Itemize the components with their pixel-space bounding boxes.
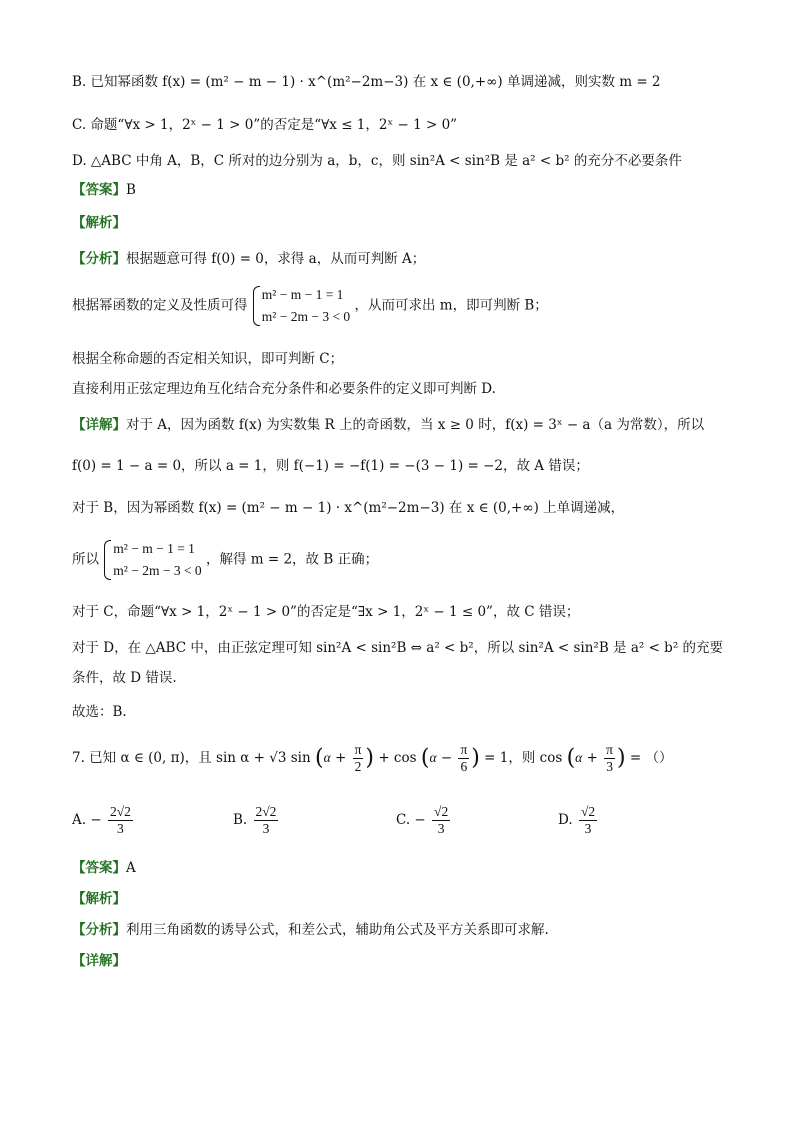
detail-line-1 (72, 415, 704, 435)
equation-system-1-row-1: m² − m − 1 = 1 (261, 287, 344, 302)
option-d-numerator: √2 (580, 804, 596, 819)
analysis-line-1 (72, 249, 425, 269)
option-d-label: D. (558, 812, 573, 828)
equation-system-1-row-2: m² − 2m − 3 < 0 (261, 309, 351, 324)
detail-line-4 (72, 538, 378, 582)
analysis-tag-2: 【分析】 (72, 922, 126, 938)
option-d-statement: D. △ABC 中角 A，B，C 所对的边分别为 a，b，c，则 sin²A < sin²B 是 a² < b² 的充分不必要条件 (72, 153, 682, 169)
detail-tag: 【详解】 (72, 417, 126, 433)
detail-line-5: 对于 C，命题“∀x > 1，2ˣ − 1 > 0”的否定是“∃x > 1，2ˣ − 1 ≤ 0”，故 C 错误； (72, 604, 580, 620)
detail-line-2: f(0) = 1 − a = 0，所以 a = 1，则 f(−1) = −f(1) = −(3 − 1) = −2，故 A 错误； (72, 458, 589, 474)
detail-text-4b: ，解得 m = 2，故 B 正确； (205, 551, 379, 568)
analysis-line-2-1 (72, 920, 549, 940)
option-b-denominator: 3 (262, 821, 270, 836)
analysis-heading: 【解析】 (72, 215, 126, 231)
analysis-text-2b: ，从而可求出 m，即可判断 B； (354, 297, 548, 314)
question-7-text-a: 7. 已知 α ∈ (0, π)，且 sin α + √3 sin (72, 750, 311, 766)
equation-system-2-row-1: m² − m − 1 = 1 (113, 541, 195, 556)
paren-close-2: ) (471, 745, 480, 771)
option-d-denominator: 3 (584, 821, 592, 836)
option-b-statement: B. 已知幂函数 f(x) = (m² − m − 1) · x^(m²−2m−3) 在 x ∈ (0,+∞) 单调递减，则实数 m = 2 (72, 74, 661, 90)
fraction-2-numerator: π (460, 742, 468, 757)
analysis-line-2 (72, 284, 548, 328)
paren-open-2: ( (420, 745, 430, 771)
fraction-1-denominator: 2 (354, 759, 362, 774)
paren-close-3: ) (616, 745, 626, 771)
option-a[interactable]: A. − $\frac{2√2}{3}$ (72, 804, 131, 836)
option-c-denominator: 3 (437, 821, 445, 836)
analysis-tag: 【分析】 (72, 251, 126, 267)
question-7-text-b: + cos (378, 750, 417, 766)
answer-line (72, 180, 136, 200)
equation-system-2-row-2: m² − 2m − 3 < 0 (113, 563, 202, 578)
option-b-numerator: 2√2 (255, 804, 277, 819)
option-c[interactable]: C. − $\frac{√2}{3}$ (396, 804, 449, 836)
option-a-label: A. (72, 812, 87, 828)
fraction-pi-over-3 (604, 742, 615, 775)
fraction-1-numerator: π (354, 742, 362, 757)
answer-tag-2: 【答案】 (72, 860, 126, 876)
option-c-label: C. (396, 812, 411, 828)
choice-line: 故选：B. (72, 704, 127, 720)
option-b-label: B. (233, 812, 248, 828)
question-7-text-d: = （） (629, 750, 673, 766)
paren-close-1: ) (365, 745, 375, 771)
answer-value-2: A (126, 860, 136, 876)
analysis-text-2a: 根据幂函数的定义及性质可得 (72, 297, 248, 314)
option-a-numerator: 2√2 (109, 804, 131, 819)
fraction-pi-over-2 (353, 742, 364, 775)
detail-line-3: 对于 B，因为幂函数 f(x) = (m² − m − 1) · x^(m²−2m−3) 在 x ∈ (0,+∞) 上单调递减， (72, 500, 625, 516)
fraction-3-numerator: π (606, 742, 613, 757)
option-d-fraction (579, 804, 597, 837)
answer-line-2 (72, 858, 136, 878)
equation-system-2 (103, 538, 201, 582)
option-c-numerator: √2 (434, 804, 449, 819)
detail-heading-2: 【详解】 (72, 953, 126, 969)
answer-value: B (126, 182, 136, 198)
option-a-denominator: 3 (117, 821, 124, 836)
paren-open-1: ( (315, 745, 324, 771)
equation-system-1 (252, 284, 350, 328)
analysis-text-1: 根据题意可得 f(0) = 0，求得 a，从而可判断 A； (126, 251, 426, 267)
analysis-line-4: 直接利用正弦定理边角互化结合充分条件和必要条件的定义即可判断 D. (72, 381, 496, 397)
question-7: 7. 已知 α ∈ (0, π)，且 sin α + √3 sin (α + $\frac{\pi}{2}$ ) + cos (α − $\frac{\pi}{6}$ ) = 1，则 cos (α + $\frac{\pi}{3}$ ) = （） (72, 742, 673, 774)
analysis-heading-2: 【解析】 (72, 891, 126, 907)
fraction-pi-over-6 (458, 742, 469, 775)
fraction-3-denominator: 3 (606, 759, 613, 774)
option-d[interactable] (558, 804, 599, 837)
detail-line-7: 条件，故 D 错误. (72, 670, 177, 686)
paren-open-3: ( (566, 745, 576, 771)
detail-text-1: 对于 A，因为函数 f(x) 为实数集 R 上的奇函数，当 x ≥ 0 时，f(x) = 3ˣ − a（a 为常数），所以 (126, 417, 705, 433)
question-7-text-c: = 1，则 cos (484, 750, 563, 766)
answer-tag: 【答案】 (72, 182, 126, 198)
fraction-2-denominator: 6 (460, 759, 468, 774)
detail-text-4a: 所以 (72, 551, 99, 568)
option-b-fraction (254, 804, 279, 837)
option-c-statement: C. 命题“∀x > 1，2ˣ − 1 > 0”的否定是“∀x ≤ 1，2ˣ − 1 > 0” (72, 117, 458, 133)
detail-line-6: 对于 D，在 △ABC 中，由正弦定理可知 sin²A < sin²B ⇔ a² < b²，所以 sin²A < sin²B 是 a² < b² 的充要 (72, 640, 724, 656)
analysis-text-2-1: 利用三角函数的诱导公式，和差公式，辅助角公式及平方关系即可求解. (126, 922, 549, 938)
option-b[interactable] (233, 804, 280, 837)
option-a-fraction (108, 804, 133, 837)
option-c-fraction (432, 804, 450, 837)
analysis-line-3: 根据全称命题的否定相关知识，即可判断 C； (72, 351, 344, 367)
